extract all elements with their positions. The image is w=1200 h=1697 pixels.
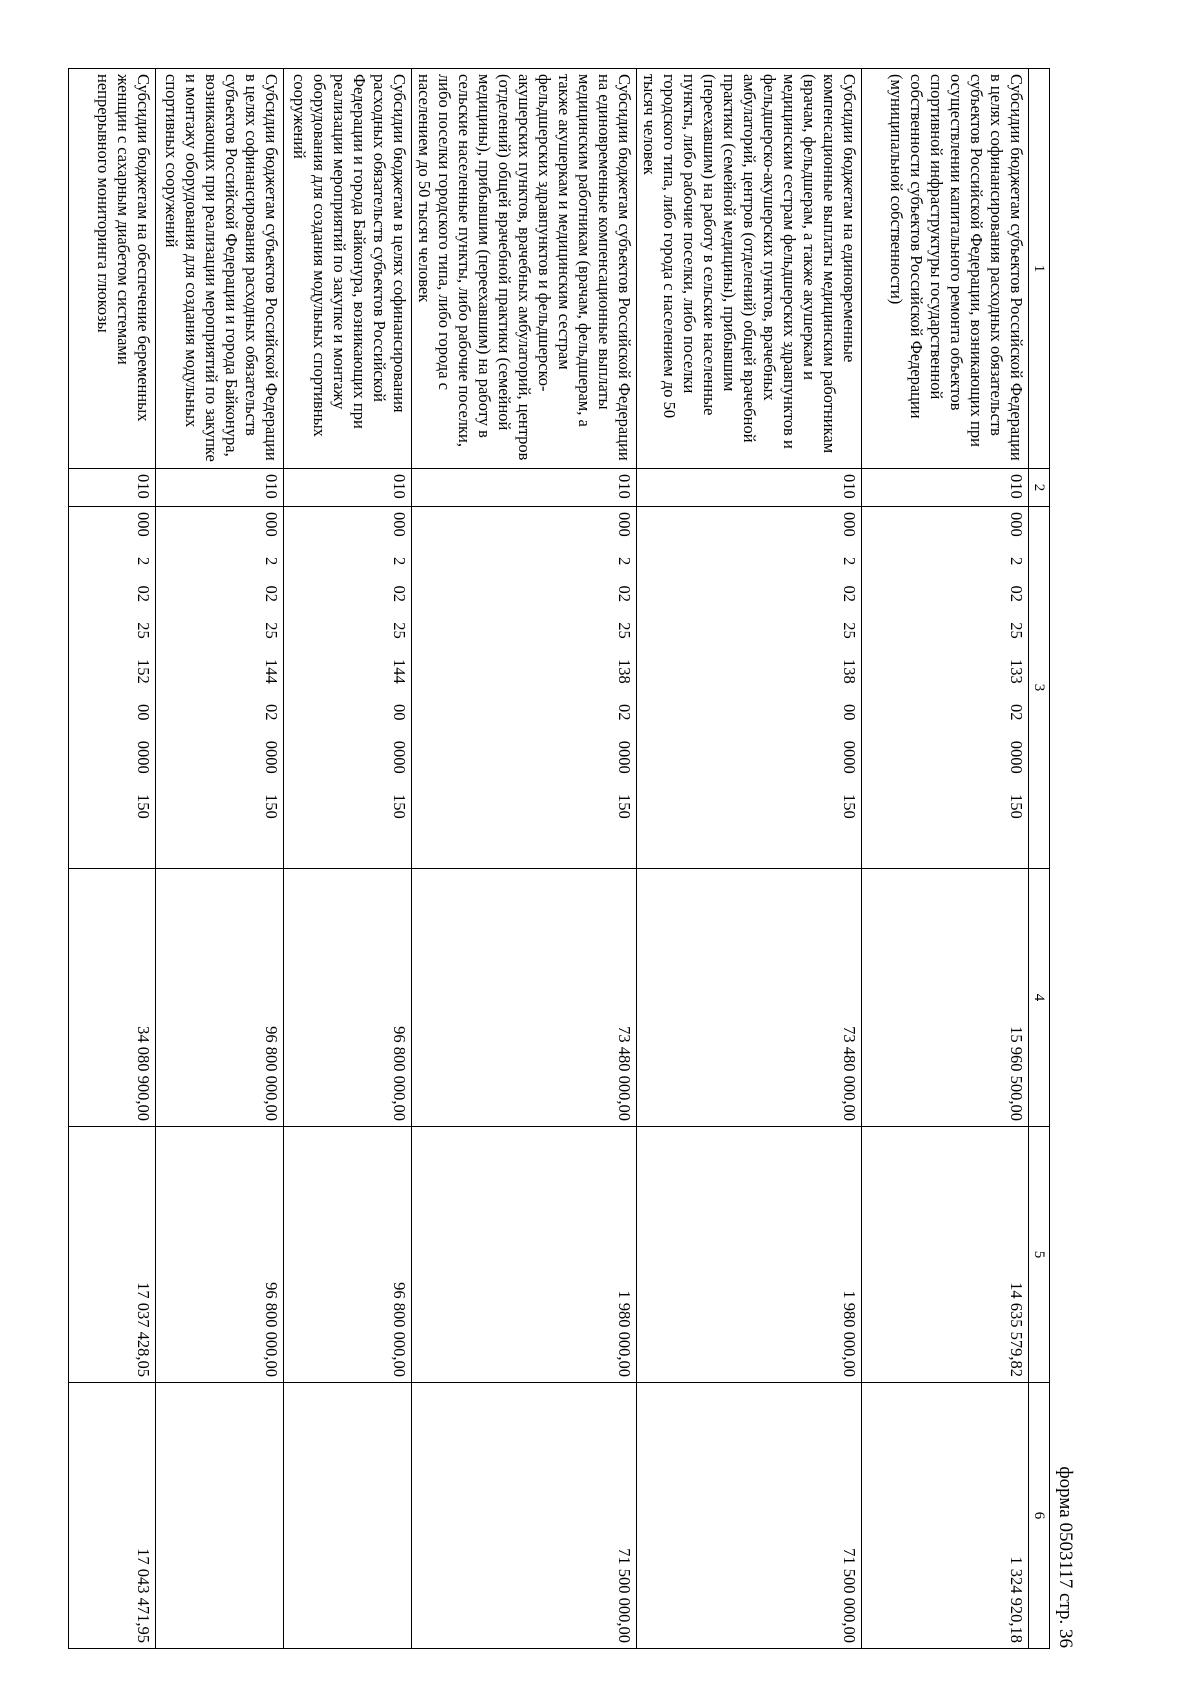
table-row (862, 69, 1029, 1649)
row-approved: 34 080 900,00 (69, 869, 156, 1127)
row-description: Субсидии бюджетам субъектов Российской Федерации в целях софинансирования расходных обязательств субъектов Российской Федерации, возникающих при осуществлении капитального ремонта объектов спортивной инфраструктуры государственной собственности субъектов Российской Федерации (муниципальной собственности) (862, 69, 1029, 469)
row-executed: 96 800 000,00 (284, 1127, 412, 1383)
header-cell-4: 4 (1029, 869, 1050, 1127)
row-approved: 73 480 000,00 (637, 869, 862, 1127)
row-description: Субсидии бюджетам на обеспечение беременных женщин с сахарным диабетом системами непрерывного мониторинга глюкозы (69, 69, 156, 469)
row-not-executed (284, 1383, 412, 1649)
row-income-code: 000 2 02 25 138 02 0000 150 (412, 507, 637, 869)
row-line-code: 010 (156, 469, 284, 507)
table-row (156, 69, 284, 1649)
row-approved: 96 800 000,00 (284, 869, 412, 1127)
row-income-code: 000 2 02 25 144 00 0000 150 (284, 507, 412, 869)
header-cell-3: 3 (1029, 507, 1050, 869)
row-approved: 96 800 000,00 (156, 869, 284, 1127)
header-cell-6: 6 (1029, 1383, 1050, 1649)
table-row (69, 69, 156, 1649)
row-line-code: 010 (412, 469, 637, 507)
row-description: Субсидии бюджетам на единовременные компенсационные выплаты медицинским работникам (врачам, фельдшерам, а также акушеркам и медицинским сестрам фельдшерских здравпунктов и фельдшерско-акушерских пунктов, врачебных амбулаторий, центров (отделений) общей врачебной практики (семейной медицины), прибывшим (переехавшим) на работу в сельские населенные пункты, либо рабочие поселки, либо поселки городского типа, либо города с населением до 50 тысяч человек (637, 69, 862, 469)
row-description: Субсидии бюджетам субъектов Российской Федерации на единовременные компенсационные выплаты медицинским работникам (врачам, фельдшерам, а также акушеркам и медицинским сестрам фельдшерских здравпунктов и фельдшерско-акушерских пунктов, врачебных амбулаторий, центров (отделений) общей врачебной практики (семейной медицины), прибывшим (переехавшим) на работу в сельские населенные пункты, либо рабочие поселки, либо поселки городского типа, либо города с населением до 50 тысяч человек (412, 69, 637, 469)
table-row (412, 69, 637, 1649)
header-cell-5: 5 (1029, 1127, 1050, 1383)
row-approved: 15 960 500,00 (862, 869, 1029, 1127)
row-executed: 96 800 000,00 (156, 1127, 284, 1383)
header-cell-2: 2 (1029, 469, 1050, 507)
income-table (68, 68, 1050, 1649)
row-not-executed (156, 1383, 284, 1649)
form-label: форма 0503117 стр. 36 (1055, 1466, 1076, 1648)
row-executed: 17 037 428,05 (69, 1127, 156, 1383)
row-executed: 1 980 000,00 (637, 1127, 862, 1383)
header-row (1029, 69, 1050, 1649)
table-row (284, 69, 412, 1649)
row-not-executed: 71 500 000,00 (637, 1383, 862, 1649)
row-income-code: 000 2 02 25 144 02 0000 150 (156, 507, 284, 869)
row-description: Субсидии бюджетам в целях софинансирования расходных обязательств субъектов Российской Федерации и города Байконура, возникающих при реализации мероприятий по закупке и монтажу оборудования для создания модульных спортивных сооружений (284, 69, 412, 469)
row-income-code: 000 2 02 25 138 00 0000 150 (637, 507, 862, 869)
row-line-code: 010 (284, 469, 412, 507)
row-income-code: 000 2 02 25 133 02 0000 150 (862, 507, 1029, 869)
table-row (637, 69, 862, 1649)
row-line-code: 010 (69, 469, 156, 507)
row-approved: 73 480 000,00 (412, 869, 637, 1127)
row-line-code: 010 (862, 469, 1029, 507)
row-not-executed: 17 043 471,95 (69, 1383, 156, 1649)
row-income-code: 000 2 02 25 152 00 0000 150 (69, 507, 156, 869)
header-cell-1: 1 (1029, 69, 1050, 469)
row-line-code: 010 (637, 469, 862, 507)
row-description: Субсидии бюджетам субъектов Российской Федерации в целях софинансирования расходных обязательств субъектов Российской Федерации и города Байконура, возникающих при реализации мероприятий по закупке и монтажу оборудования для создания модульных спортивных сооружений (156, 69, 284, 469)
row-not-executed: 71 500 000,00 (412, 1383, 637, 1649)
rotated-content (94, 68, 1078, 1648)
row-not-executed: 1 324 920,18 (862, 1383, 1029, 1649)
row-executed: 1 980 000,00 (412, 1127, 637, 1383)
row-executed: 14 635 579,82 (862, 1127, 1029, 1383)
